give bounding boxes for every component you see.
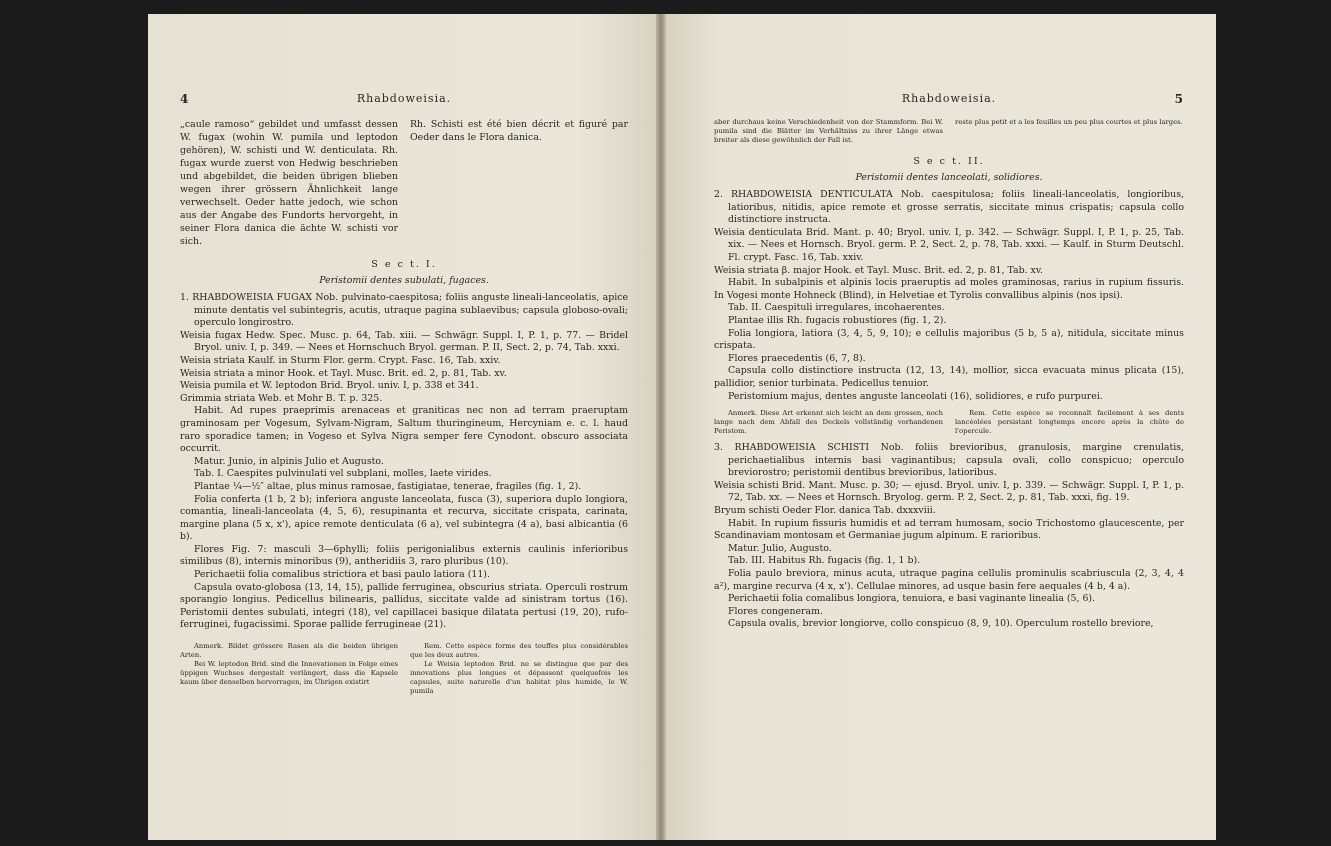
synonym: Weisia striata Kaulf. in Sturm Flor. germ. Crypt. Fasc. 16, Tab. xxiv.	[180, 354, 501, 366]
footnote-french: Le Weisia leptodon Brid. ne se distingue que par des innovations plus longues et dépassent quelquefois les capsules, suite naturelle d'un habitat plus humide, le W. pumila	[410, 660, 628, 696]
synonym: Weisia striata a minor Hook. et Tayl. Musc. Brit. ed. 2, p. 81, Tab. xv.	[180, 367, 507, 379]
maturity: Matur. Julio, Augusto.	[728, 542, 832, 554]
footnote-german: Anmerk. Diese Art erkennt sich leicht an dem grossen, noch lange nach dem Abfall des Deckels vollständig vorhandenen Peristom.	[714, 409, 943, 436]
intro-german: „caule ramoso“ gebildet und umfasst dessen W. fugax (wohin W. pumila und leptodon gehören), W. schisti und W. denticulata. Rh. fugax wurde zuerst von Hedwig beschrieben und abgebildet, die beiden übrigen blieben wegen ihrer grössern Ähnlichkeit lange verwechselt. Oeder hatte jedoch, wie schon aus der Angabe des Fundorts hervorgeht, in seiner Flora danica die ächte W. schisti vor sich.	[180, 119, 398, 247]
flowers-description: Flores Fig. 7: masculi 3—6phylli; foliis perigonialibus externis caulinis inferioribus similibus (8), internis minoribus (9), antheridiis 3, raro pluribus (10).	[180, 543, 628, 568]
plants-description: Plantae ¼—½″ altae, plus minus ramosae, fastigiatae, tenerae, fragiles (fig. 1, 2).	[194, 480, 582, 492]
intro-french: Rh. Schisti est été bien décrit et figuré par Oeder dans le Flora danica.	[410, 119, 628, 143]
running-head	[180, 92, 628, 112]
maturity: Matur. Junio, in alpinis Julio et Augusto.	[194, 455, 384, 467]
page-number: 5	[1174, 92, 1184, 106]
capsule-description: Capsula ovalis, brevior longiorve, collo conspicuo (8, 9, 10). Operculum rostello breviore,	[728, 618, 1154, 630]
habitat: Habit. In rupium fissuris humidis et ad terram humosam, socio Trichostomo glaucescente, per Scandinaviam montosam et Germaniae jugum alpinum. E rarioribus.	[714, 517, 1184, 542]
intro-columns	[180, 118, 628, 248]
footnote-columns	[180, 642, 628, 696]
species-heading: 2. RHABDOWEISIA DENTICULATA Nob. caespitulosa; foliis lineali-lanceolatis, longioribus, latioribus, nitidis, apice remote et grosse serratis, siccitate minus crispatis; capsula collo distinctiore instructa.	[714, 189, 1184, 226]
section-heading: S e c t. II.	[913, 156, 985, 167]
synonym: Bryum schisti Oeder Flor. danica Tab. dxxxviii.	[714, 505, 936, 517]
footnote-french: reste plus petit et a les feuilles un peu plus courtes et plus larges.	[955, 118, 1183, 126]
flowers-description: Flores congeneram.	[728, 605, 823, 617]
plate-description: Tab. I. Caespites pulvinulati vel subplani, molles, laete virides.	[194, 468, 492, 480]
footnote-french: Rem. Cette espèce forme des touffes plus considérables que les deux autres.	[410, 642, 628, 660]
left-page	[148, 14, 656, 840]
plate-description: Tab. II. Caespituli irregulares, incohaerentes.	[728, 302, 945, 314]
right-page	[666, 14, 1216, 840]
capsule-description: Capsula collo distinctiore instructa (12, 13, 14), mollior, sicca evacuata minus plicata (15), pallidior, senior turbinata. Pedicellus tenuior.	[714, 365, 1184, 389]
running-title: Rhabdoweisia.	[901, 92, 997, 105]
synonym: Weisia fugax Hedw. Spec. Musc. p. 64, Tab. xiii. — Schwägr. Suppl. I, P. 1, p. 77. — Bridel Bryol. univ. I, p. 349. — Nees et Hornschuch Bryol. german. P. II, Sect. 2, p. 74, Tab. xxxi.	[180, 329, 628, 354]
species-heading: 1. RHABDOWEISIA FUGAX Nob. pulvinato-caespitosa; foliis anguste lineali-lanceolatis, apice minute dentatis vel subintegris, acutis, utraque pagina sublaevibus; capsula globoso-ovali; operculo longirostro.	[180, 292, 628, 329]
section-heading: S e c t. I.	[371, 259, 437, 270]
peristome-description: Peristomium majus, dentes anguste lanceolati (16), solidiores, e rufo purpurei.	[728, 390, 1103, 402]
synonym: Weisia striata β. major Hook. et Tayl. Musc. Brit. ed. 2, p. 81, Tab. xv.	[714, 264, 1043, 276]
footnote-german: Bei W. leptodon Brid. sind die Innovationen in Folge eines üppigen Wuchses dergestalt verlängert, dass die Kapsele kaum über denselben hervorragen, im Übrigen existirt	[180, 660, 398, 687]
synonym: Grimmia striata Web. et Mohr B. T. p. 325.	[180, 392, 383, 404]
section-subheading: Peristomii dentes subulati, fugaces.	[319, 275, 489, 286]
plate-description: Tab. III. Habitus Rh. fugacis (fig. 1, 1 b).	[728, 555, 921, 567]
perichaetium-description: Perichaetii folia comalibus strictiora et basi paulo latiora (11).	[194, 569, 490, 581]
running-title: Rhabdoweisia.	[356, 92, 452, 105]
perichaetium-description: Perichaetii folia comalibus longiora, tenuiora, e basi vaginante linealia (5, 6).	[728, 593, 1096, 605]
habitat: Habit. In subalpinis et alpinis locis praeruptis ad moles graminosas, rarius in rupium fissuris. In Vogesi monte Hohneck (Blind), in Helvetiae et Tyrolis convallibus alpinis (nos ipsi).	[714, 277, 1184, 301]
book-spine	[656, 14, 666, 840]
flowers-description: Flores praecedentis (6, 7, 8).	[728, 352, 866, 364]
habitat: Habit. Ad rupes praeprimis arenaceas et graniticas nec non ad terram praeruptam graminosam per Vogesum, Sylvam-Nigram, Saltum thuringineum, Hercyniam e. c. l. haud raro sporadice tamen; in Vogeso et Sylva Nigra semper fere Cynodont. obscuro associata occurrit.	[180, 405, 628, 455]
running-head	[714, 92, 1184, 112]
footnote-german: Anmerk. Bildet grössere Rasen als die beiden übrigen Arten.	[180, 642, 398, 660]
footnote-french: Rem. Cette espèce se reconnaît facilement à ses dents lancéolées persistant longtemps encore après la chûte de l'opercule.	[955, 409, 1184, 436]
leaves-description: Folia paulo breviora, minus acuta, utraque pagina cellulis prominulis scabriuscula (2, 3, 4, 4 a²), margine recurva (4 x, x'). Cellulae minores, ad usque basin fere aequales (4 b, 4 a).	[714, 568, 1184, 592]
synonym: Weisia denticulata Brid. Mant. p. 40; Bryol. univ. I, p. 342. — Schwägr. Suppl. I, P. 1, p. 25, Tab. xix. — Nees et Hornsch. Bryol. germ. P. 2, Sect. 2, p. 78, Tab. xxxi. — Kaulf. in Sturm Deutschl. Fl. crypt. Fasc. 16, Tab. xxiv.	[714, 226, 1184, 263]
leaves-description: Folia longiora, latiora (3, 4, 5, 9, 10); e cellulis majoribus (5 b, 5 a), nitidula, siccitate minus crispata.	[714, 327, 1184, 352]
footnote-columns	[714, 409, 1184, 436]
capsule-description: Capsula ovato-globosa (13, 14, 15), pallide ferruginea, obscurius striata. Operculi rostrum sporangio longius. Pedicellus bilinearis, pallidus, siccitate valde ad sinistram tortus (16). Peristomii dentes subulati, integri (18), vel capillacei basique dilatata pertusi (19, 20), rufo-ferruginei, fugacissimi. Sporae pallide ferrugineae (21).	[180, 581, 628, 631]
species-heading: 3. RHABDOWEISIA SCHISTI Nob. foliis brevioribus, granulosis, margine crenulatis, perichaetialibus internis basi vaginantibus; capsula ovali, collo conspicuo; operculo breviorostro; peristomii dentibus brevioribus, latioribus.	[714, 442, 1184, 479]
synonym: Weisia schisti Brid. Mant. Musc. p. 30; — ejusd. Bryol. univ. I, p. 339. — Schwägr. Suppl. I, P. 1, p. 72, Tab. xx. — Nees et Hornsch. Bryolog. germ. P. 2, Sect. 2, p. 81, Tab. xxxi, fig. 19.	[714, 479, 1184, 504]
footnote-german: aber durchaus keine Verschiedenheit von der Stammform. Bei W. pumila sind die Blätter im Verhältniss zu ihrer Länge etwas breiter als diese gewöhnlich der Fall ist.	[714, 118, 943, 144]
page-number: 4	[180, 92, 190, 106]
section-subheading: Peristomii dentes lanceolati, solidiores.	[855, 172, 1043, 183]
leaves-description: Folia conferta (1 b, 2 b); inferiora anguste lanceolata, fusca (3), superiora duplo longiora, comantia, lineali-lanceolata (4, 5, 6), resupinanta et recurva, siccitate crispata, carinata, margine plana (5 x, x'), apice remote denticulata (6 a), vel subintegra (4 a), basi albicantia (6 b).	[180, 493, 628, 543]
plants-description: Plantae illis Rh. fugacis robustiores (fig. 1, 2).	[728, 314, 947, 326]
top-footnote-columns	[714, 118, 1184, 145]
synonym: Weisia pumila et W. leptodon Brid. Bryol. univ. I, p. 338 et 341.	[180, 380, 479, 392]
